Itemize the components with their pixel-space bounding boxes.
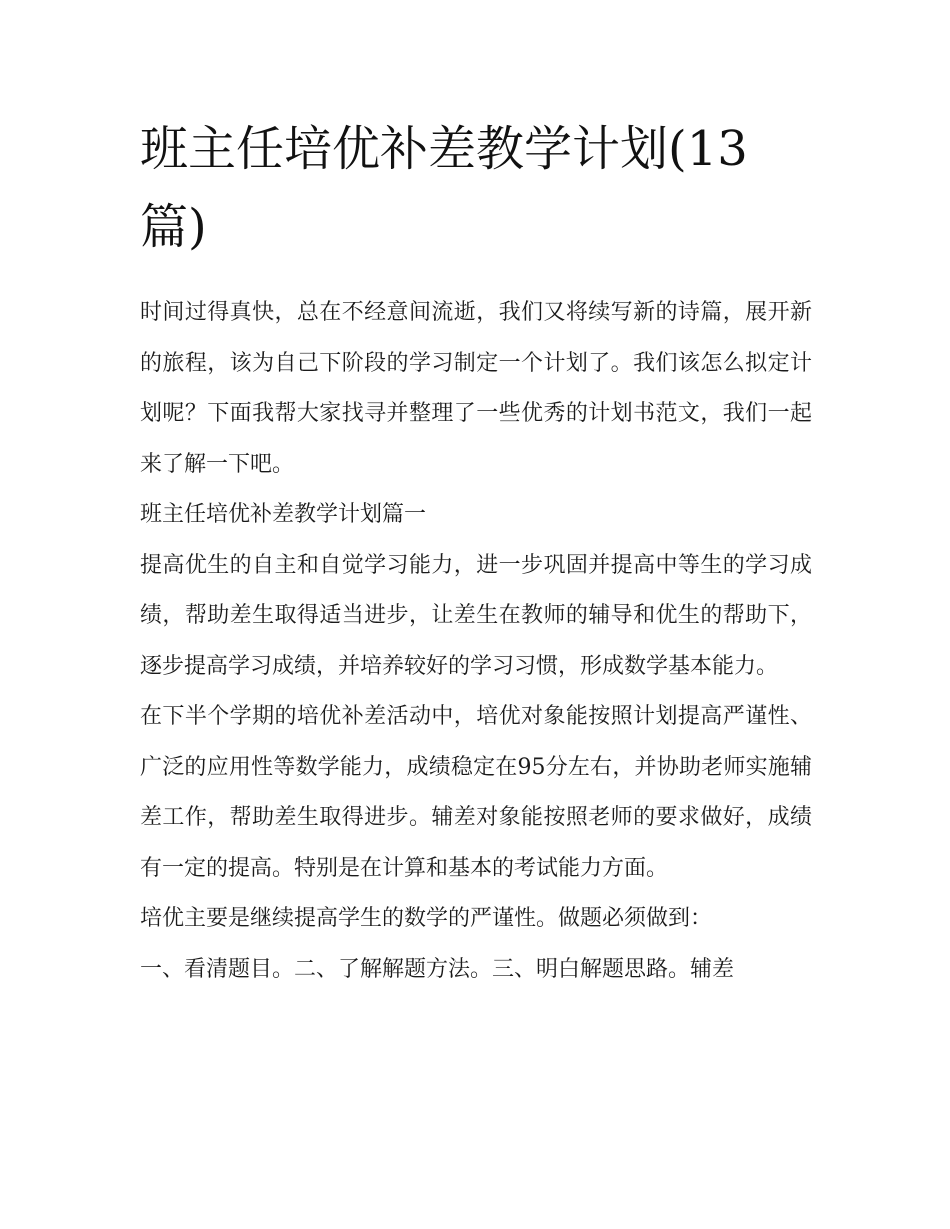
- body-paragraph: 在下半个学期的培优补差活动中，培优对象能按照计划提高严谨性、广泛的应用性等数学能力，成绩稳定在95分左右，并协助老师实施辅差工作，帮助差生取得进步。辅差对象能按照老师的要求做好，成绩有一定的提高。特别是在计算和基本的考试能力方面。: [140, 704, 812, 881]
- body-paragraph: 提高优生的自主和自觉学习能力，进一步巩固并提高中等生的学习成绩，帮助差生取得适当进步，让差生在教师的辅导和优生的帮助下，逐步提高学习成绩，并培养较好的学习习惯，形成数学基本能力。: [140, 552, 812, 679]
- document-body: [140, 110, 812, 995]
- body-paragraph: 培优主要是继续提高学生的数学的严谨性。做题必须做到：: [140, 906, 713, 931]
- body-paragraph: 一、看清题目。二、了解解题方法。三、明白解题思路。辅差: [140, 956, 735, 982]
- intro-paragraph: 时间过得真快，总在不经意间流逝，我们又将续写新的诗篇，展开新的旅程，该为自己下阶段的学习制定一个计划了。我们该怎么拟定计划呢？下面我帮大家找寻并整理了一些优秀的计划书范文，我们一起来了解一下吧。: [140, 300, 812, 477]
- document-title: 班主任培优补差教学计划(13篇): [140, 121, 748, 255]
- section-heading: 班主任培优补差教学计划篇一: [140, 502, 427, 527]
